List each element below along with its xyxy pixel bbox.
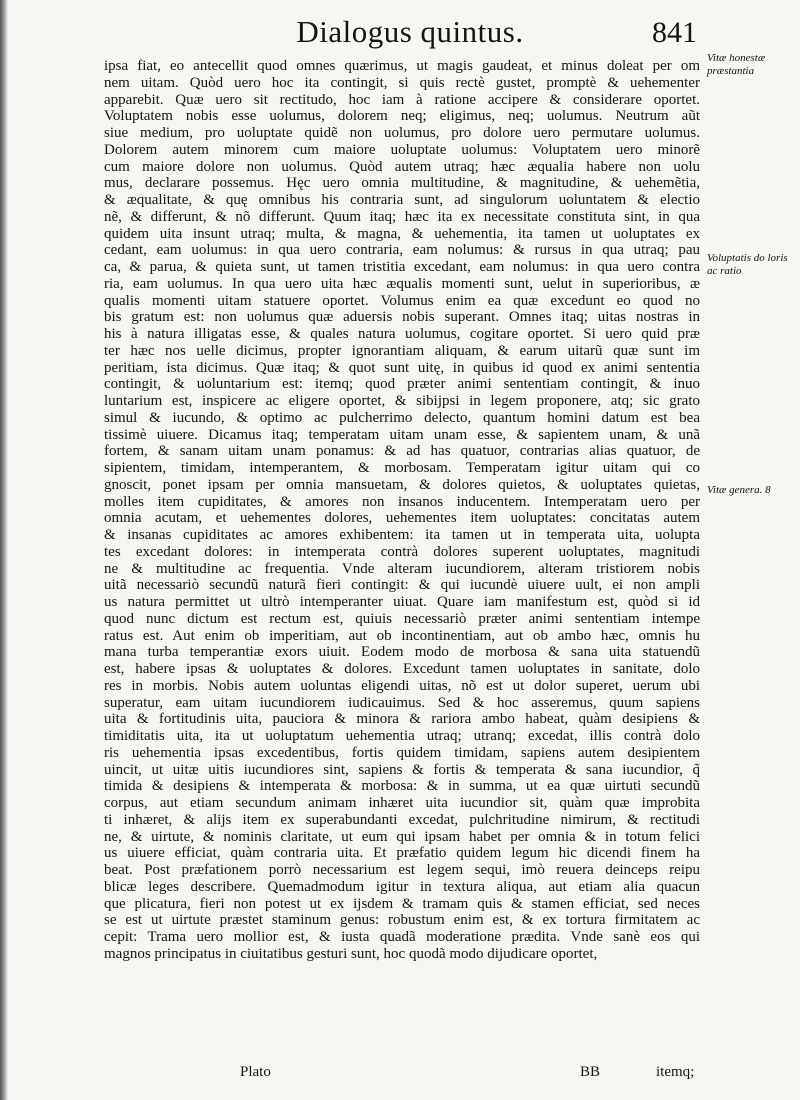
page-gutter-shadow: [0, 0, 8, 1100]
text-line: est, habere ipsas & uoluptates & dolores. Excedunt tamen uoluptates in sanitate, dolo: [104, 661, 700, 677]
page-number: 841: [652, 16, 697, 49]
text-line: timida & desipiens & intemperata & morbosa: & in summa, ut ea quæ uirtuti secundũ: [104, 778, 700, 795]
text-line: corpus, aut etiam secundum animam inhæret uita iucundior sit, quàm quæ improbita: [104, 795, 700, 811]
text-line: tes excedant dolores: in intemperata contrà dolores superent uoluptates, magnitudi: [104, 543, 700, 560]
text-line: us natura permittet ut ultrò intemperanter uiuat. Quare iam manifestum est, quòd si id: [104, 594, 700, 610]
text-line: Voluptatem nobis esse uolumus, dolorem neq; eligimus, neq; uolumus. Neutrum aũt: [104, 108, 700, 125]
text-line: cedant, eam uolumus: in qua uero contraria, eam nolumus: & rursus in qua utraq; pau: [104, 242, 700, 259]
text-line: quod nunc dictum est rectum est, quiuis necessariò præter animi sententiam intempe: [104, 610, 700, 627]
text-line: ne, & uirtute, & nominis claritate, ut eum qui ipsam habet per omnia & in totum felici: [104, 828, 700, 845]
text-line: gnoscit, ponet ipsam per omnia mansuetam, & dolores quietos, & uoluptates quietas,: [104, 476, 700, 493]
text-line: his à natura illigatas esse, & quales natura uolumus, cogitare oportet. Si uero quid præ: [104, 326, 700, 342]
text-line: ria, eam uolumus. In qua uero uita hæc æqualis momenti sunt, uelut in superioribus, æ: [104, 275, 700, 292]
text-line: mana turba temperantiæ exors uiuit. Eodem modo de morbosa & sana uita statuendũ: [104, 644, 700, 661]
marginal-note-vitae-genera: Vitæ genera. 8: [707, 484, 771, 496]
text-line: res in morbis. Nobis autem uoluntas eligendi uitas, nõ est ut dolor superet, uerum ubi: [104, 677, 700, 694]
text-line: magnos principatus in ciuitatibus gesturi sunt, hoc quodã modo dijudicare oportet,: [104, 945, 598, 962]
text-line: apparebit. Quæ uero sit rectitudo, hoc iam à ratione accipere & considerare oportet.: [104, 91, 700, 108]
text-line: ter hæc nos uelle dicimus, propter ignorantiam aliquam, & earum uitarũ quæ sunt im: [104, 342, 700, 359]
marginal-note-vitae-honestae: Vitæ honestæ præstantia: [707, 52, 766, 77]
running-title: Dialogus quintus.: [296, 14, 524, 49]
text-line: nẽ, & differunt, & nõ differunt. Quum itaq; hæc ita ex necessitate constituta sint, in qua: [104, 208, 700, 225]
text-line: simul & iucundo, & optimo ac pulcherrimo delecto, quantum homini datum est bea: [104, 409, 700, 426]
text-line: nem uitam. Quòd uero hoc ita contingit, si quis rectè gustet, promptè & uehementer: [104, 74, 700, 91]
text-line: ne & multitudine ac frequentia. Vnde alteram iucundiorem, alteram tristiorem nobis: [104, 560, 700, 577]
text-line: tissimè uiuere. Dicamus itaq; temperatam uitam unam esse, & sapientem unam, & unã: [104, 426, 700, 443]
text-line: ti inhæret, & alijs item ex superabundanti excedat, pulchritudine nimirum, & rectitudi: [104, 811, 700, 828]
text-line: qualis momenti uitam statuere oportet. Volumus enim ea quæ excedunt eo quod no: [104, 292, 700, 309]
text-line: mus, declarare possemus. Hęc uero omnia multitudine, & magnitudine, & uehemẽtia,: [104, 175, 700, 192]
text-line: blicæ leges describere. Quemadmodum igitur in textura aliqua, aut etiam alia quacun: [104, 878, 700, 895]
text-line: peritiam, ista dicimus. Quæ itaq; & quot sunt uitę, in quibus id quod ex animi sententia: [104, 359, 700, 376]
text-line: uitã necessariò secundũ naturã fieri contingit: & qui iucundè uiuere uult, ei non ampli: [104, 577, 700, 594]
text-line: cum maiore dolore non uolumus. Quòd autem utraq; hæc æqualia habere non uolu: [104, 158, 700, 175]
text-line: quidem uita insunt utraq; multa, & magna, & uehementia, ita tamen ut uoluptates ex: [104, 225, 700, 242]
text-line: ris uehementia ipsas excedentibus, fortis quidem timidam, sapiens autem desipientem: [104, 744, 700, 761]
marginal-note-voluptatis: Voluptatis do loris ac ratio: [707, 252, 788, 277]
text-line: ca, & parua, & quieta sunt, ut tamen tristitia excedant, eam nolumus: in qua uero contra: [104, 259, 700, 275]
text-line: timiditatis uita, ita ut uoluptatum uehementia utraq; utranq; excedat, illis contrà dolo: [104, 728, 700, 744]
text-line: siue medium, pro uoluptate quidẽ non uolumus, pro dolore uero permutare uolumus.: [104, 125, 700, 141]
text-line: ipsa fiat, eo antecellit quod omnes quærimus, ut magis gaudeat, et minus doleat per om: [104, 58, 700, 74]
text-line: luntarium est, inspicere ac eligere oportet, & sibijpsi in legem proponere, atq; sic grato: [104, 393, 700, 409]
text-line: Dolorem autem minorem cum maiore uoluptate uolumus: Voluptatem uero minorẽ: [104, 141, 700, 158]
text-line: contingit, & uoluntarium est: itemq; quod præter animi sententiam contingit, & inuo: [104, 376, 700, 393]
main-text-block: [104, 58, 700, 963]
footer-catchword: itemq;: [656, 1064, 695, 1080]
text-line: fortem, & sanam uitam unam ponamus: & ad has quatuor, contrarias alias quatuor, de: [104, 443, 700, 460]
text-line: sipientem, timidam, intemperantem, & morbosam. Temperatam igitur uitam qui co: [104, 460, 700, 476]
footer-gathering-mark: BB: [580, 1064, 601, 1080]
text-line: omnia acutam, et uehementes dolores, uehementes item uoluptates: concitatas autem: [104, 510, 700, 527]
text-line: beat. Post præfationem porrò necessarium est legem sequi, imò reuera deinceps reipu: [104, 862, 700, 878]
text-line: superatur, eam uitam iucundiorem iudicauimus. Sed & hoc asseremus, quum sapiens: [104, 694, 700, 711]
text-line: & insanas cupiditates ac amores exhibentem: ita tamen ut in temperata uita, uolupta: [104, 527, 700, 543]
text-line: que plicatura, fieri non potest ut ex ijsdem & tramam quis & stamen efficiat, sed neces: [104, 895, 700, 912]
text-line: uita & fortitudinis uita, pauciora & minora & rariora ambo habeat, quàm desipiens &: [104, 711, 700, 728]
text-line: & æqualitate, & quę omnibus his contraria sunt, ad singulorum uoluntatem & electio: [104, 192, 700, 208]
text-line: cepit: Trama uero mollior est, & iusta quadã moderatione prædita. Vnde sanè eos qui: [104, 929, 700, 945]
text-line: se est ut uirtute præstet staminum genus: robustum enim est, & ex tortura firmitatem ac: [104, 912, 700, 929]
text-line: uincit, ut uitæ uitis iucundiores sint, sapiens & fortis & temperata & sana iucundior, q̃: [104, 761, 700, 778]
text-line: us uiuere efficiat, quàm contraria uita. Et præfatio quidem legum hic dicendi finem ha: [104, 845, 700, 862]
text-line: ratus est. Aut enim ob imperitiam, aut ob incontinentiam, aut ob ambo hæc, omnis hu: [104, 627, 700, 644]
text-line: molles item cupiditates, & amores non insanos inducentem. Intemperatam uero per: [104, 493, 700, 510]
footer-signature-plato: Plato: [240, 1064, 271, 1080]
text-line: bis gratum est: non uolumus quæ aduersis nobis superant. Omnes itaq; uitas nostras in: [104, 309, 700, 326]
